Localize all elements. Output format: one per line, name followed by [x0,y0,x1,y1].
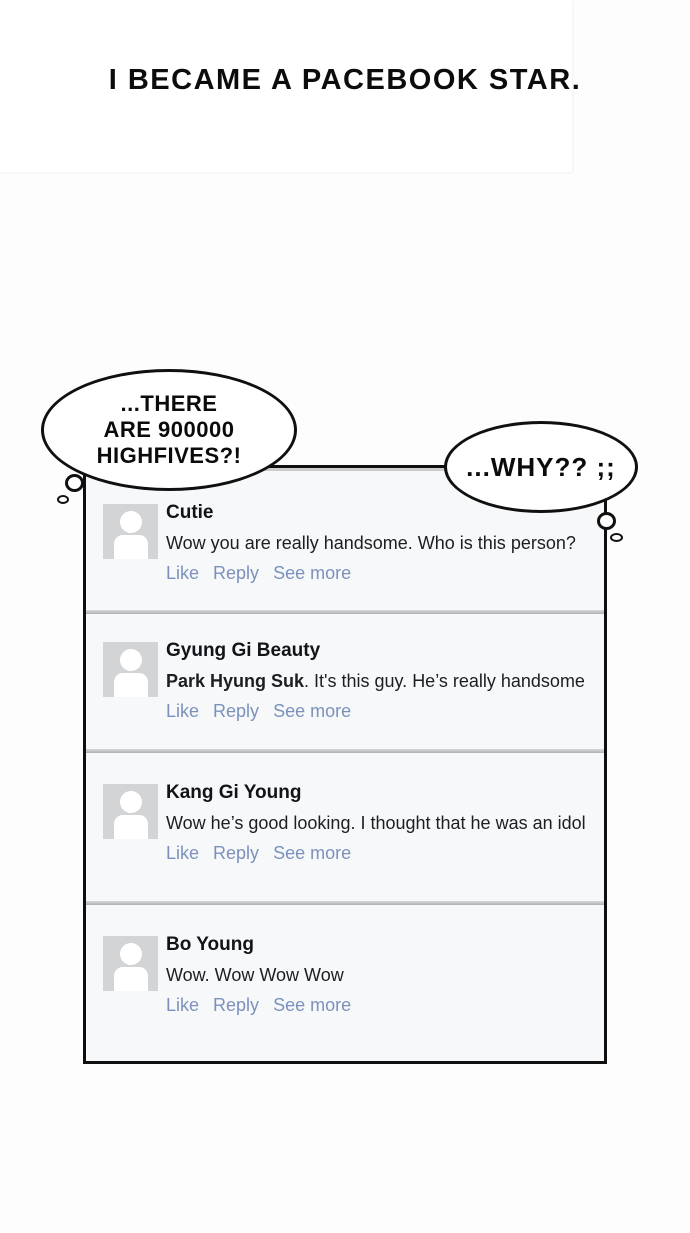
avatar [103,784,158,839]
comment-text-span: . It's this guy. He’s really handsome [304,671,585,691]
like-link[interactable]: Like [166,701,200,721]
see-more-link[interactable]: See more [273,563,352,583]
bubble-text-line: ARE 900000 [103,417,235,442]
avatar-person-icon [120,791,142,813]
reply-link[interactable]: Reply [213,563,260,583]
comment-text [166,812,586,834]
comment-row [86,504,604,584]
see-more-link[interactable]: See more [273,995,352,1015]
thought-bubble-why [444,421,638,513]
see-more-link[interactable]: See more [273,701,352,721]
avatar-person-icon [114,535,148,559]
comment-actions [166,562,576,584]
avatar [103,642,158,697]
like-link[interactable]: Like [166,843,200,863]
commenter-name: Kang Gi Young [166,782,302,803]
avatar-person-icon [120,511,142,533]
reply-link[interactable]: Reply [213,843,260,863]
comment-text-span: Wow you are really handsome. Who is this person? [166,533,576,553]
bubble-text-line: ...THERE [120,391,218,416]
thought-bubble-tail-circle [65,474,84,492]
comment-divider [86,749,604,753]
avatar-person-icon [120,943,142,965]
thought-bubble-tail-circle [610,533,623,542]
comment-text-span: Wow. Wow Wow Wow [166,965,344,985]
reply-link[interactable]: Reply [213,995,260,1015]
avatar [103,936,158,991]
thought-bubble-tail-circle [597,512,616,530]
avatar [103,504,158,559]
avatar-person-icon [120,649,142,671]
comment-text-span: Wow he’s good looking. I thought that he was an idol [166,813,586,833]
page-title: I BECAME A PACEBOOK STAR. [108,64,582,96]
comment-list-panel [83,465,607,1064]
thought-bubble-tail-circle [57,495,69,504]
comment-divider [86,901,604,905]
bubble-text-line: HIGHFIVES?! [96,443,242,468]
avatar-person-icon [114,815,148,839]
like-link[interactable]: Like [166,563,200,583]
bubble-text-line: ...WHY?? ;; [466,451,616,482]
avatar-person-icon [114,967,148,991]
comment-actions [166,700,585,722]
comment-text [166,532,576,554]
commenter-name: Gyung Gi Beauty [166,640,321,661]
comment-text [166,670,585,692]
mention-link[interactable]: Park Hyung Suk [166,671,305,691]
comment-actions [166,994,365,1016]
comment-row [86,936,604,1016]
comment-row [86,642,604,722]
like-link[interactable]: Like [166,995,200,1015]
comment-divider [86,610,604,614]
reply-link[interactable]: Reply [213,701,260,721]
comment-text [166,964,365,986]
avatar-person-icon [114,673,148,697]
see-more-link[interactable]: See more [273,843,352,863]
commenter-name: Bo Young [166,934,254,955]
commenter-name: Cutie [166,502,214,523]
thought-bubble-highfives [41,369,297,491]
comment-row [86,784,604,864]
comment-actions [166,842,586,864]
